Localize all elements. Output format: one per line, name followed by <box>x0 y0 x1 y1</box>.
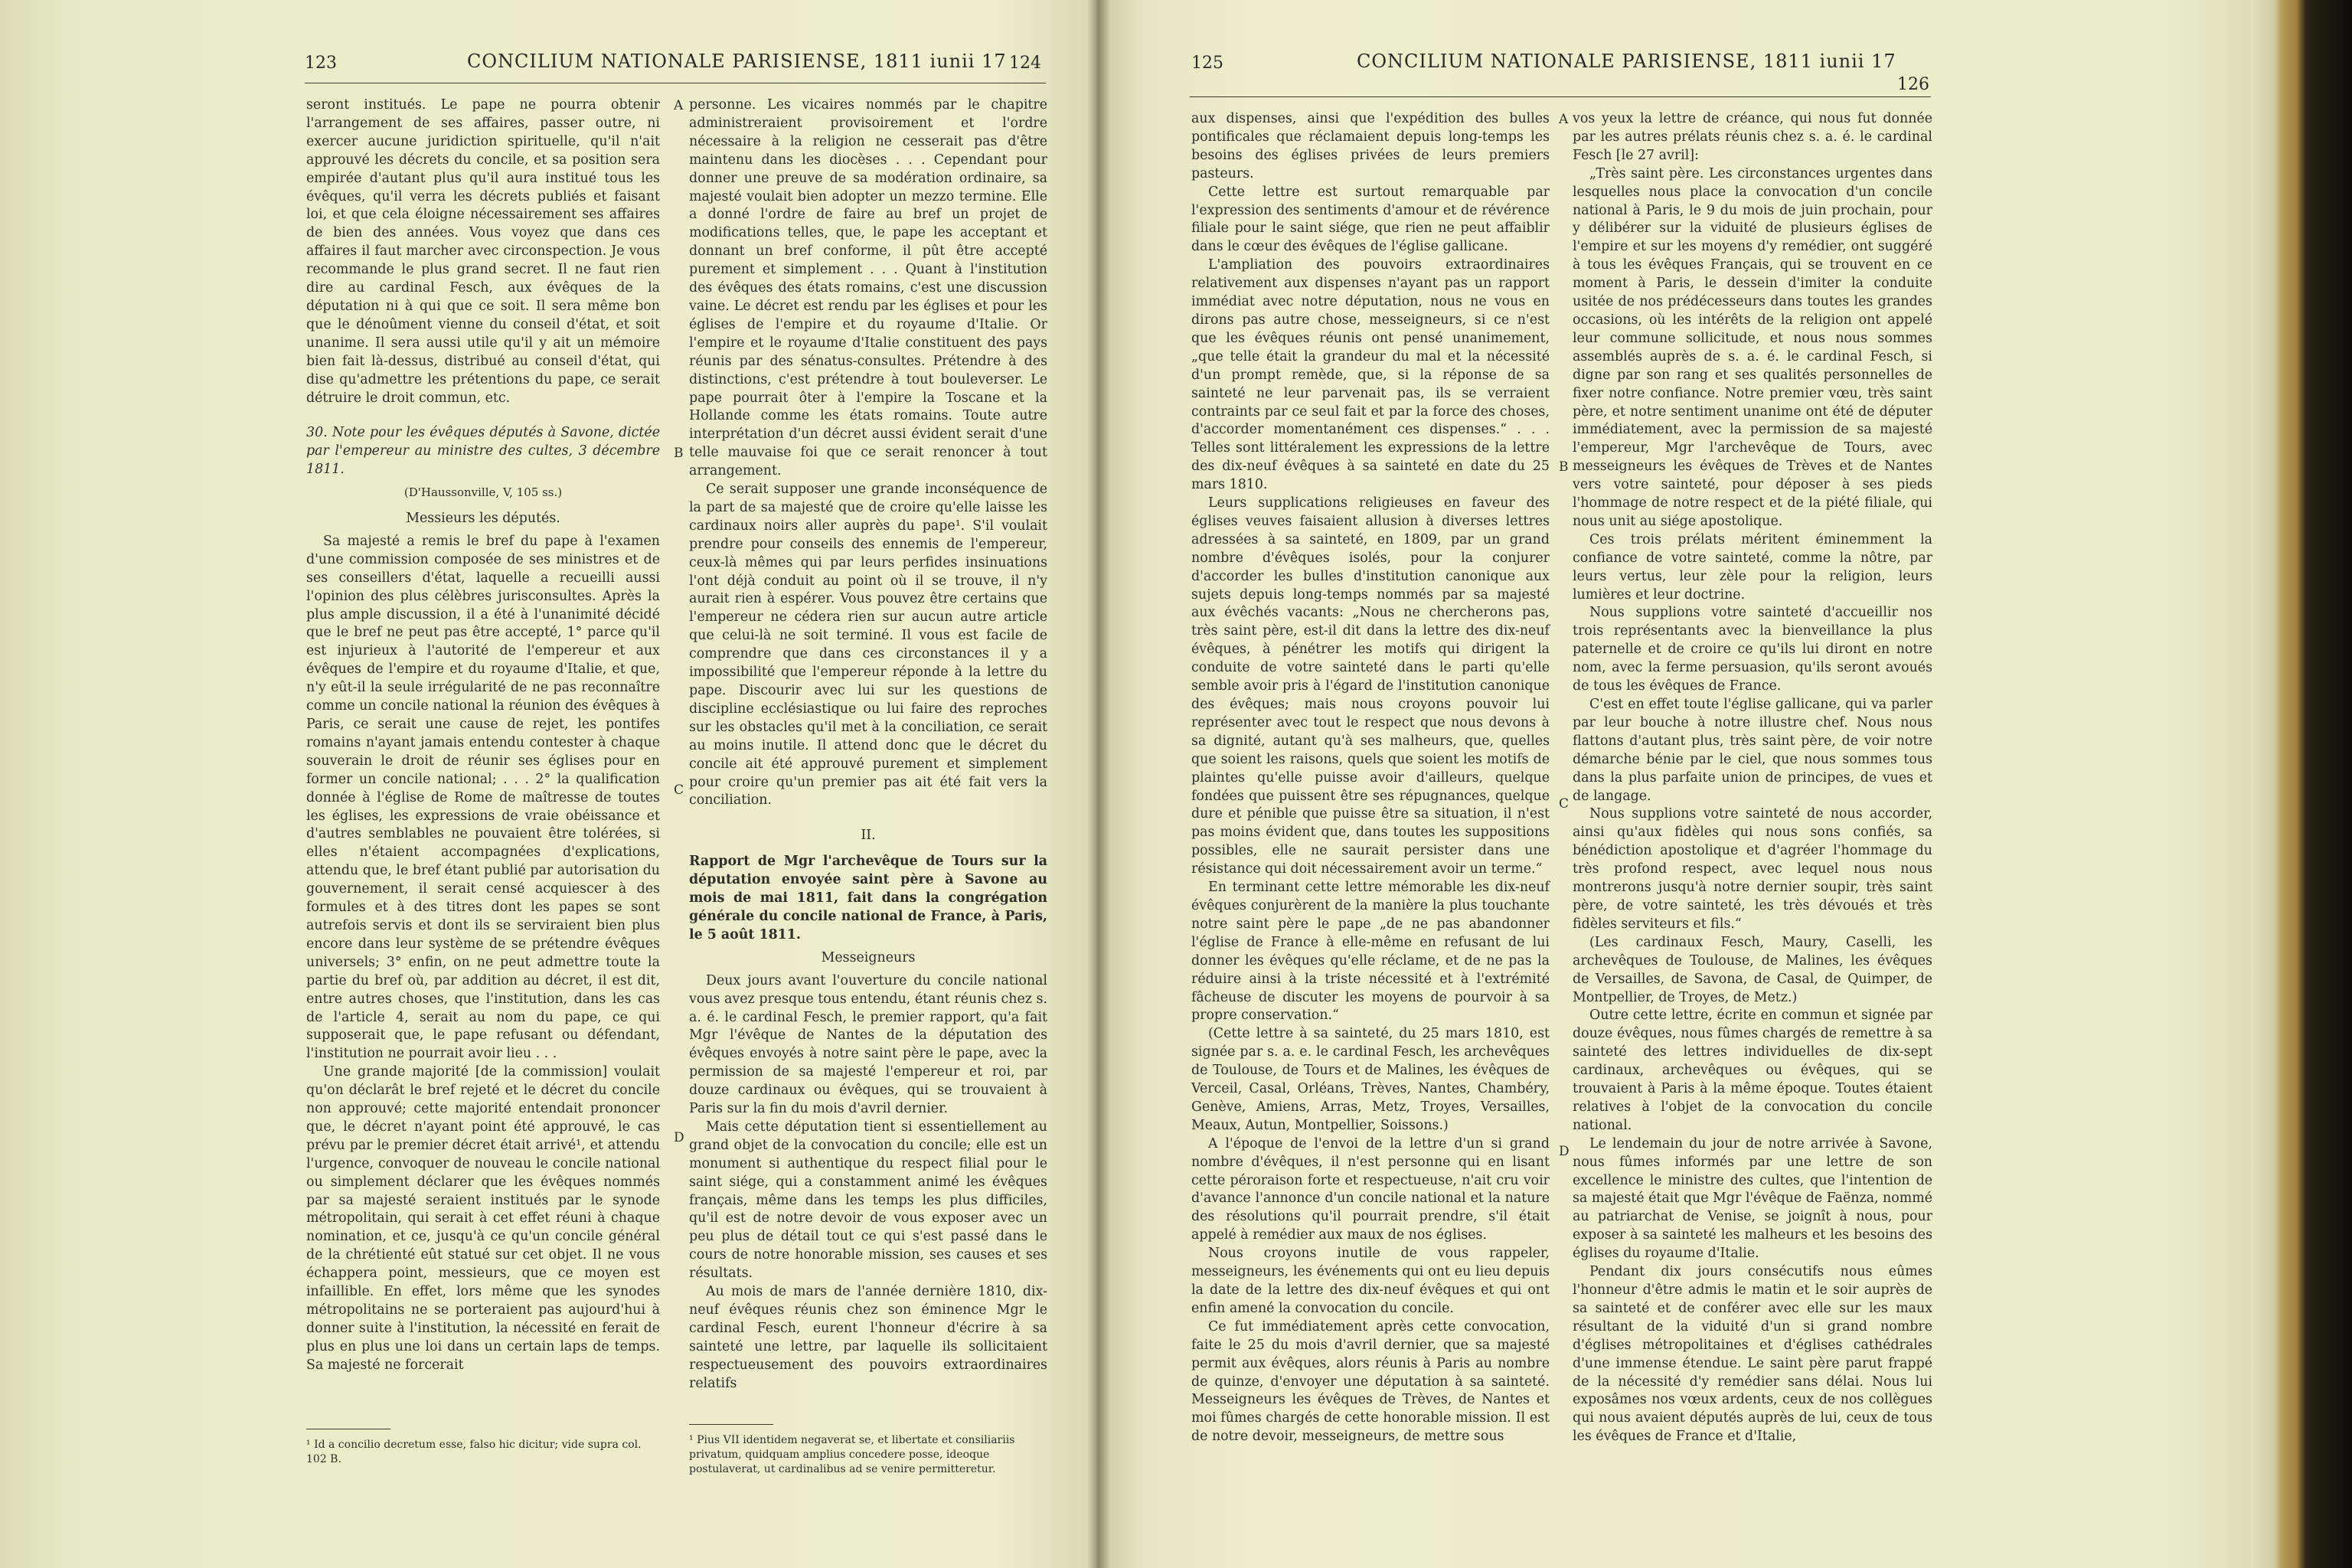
paragraph: vos yeux la lettre de créance, qui nous fut donnée par les autres prélats réunis chez s. a. é. le cardinal Fesch [le 27 avril]: <box>1573 111 1932 163</box>
footnote-rule <box>689 1424 773 1425</box>
left-page-column-1 <box>306 96 660 1375</box>
paragraph: Cette lettre est surtout remarquable par l'expression des sentiments d'amour et de révérence filiale pour le saint siége, que rien ne peut affaiblir dans le cœur des évêques de l'église gallicane. <box>1191 184 1550 255</box>
paragraph: Au mois de mars de l'année dernière 1810, dix-neuf évêques réunis chez son éminence Mgr le cardinal Fesch, eurent l'honneur d'écrire à sa sainteté une lettre, par laquelle ils sollicitaient respectueusement des pouvoirs extraordinaires relatifs <box>689 1284 1047 1391</box>
source-reference: (D'Haussonville, V, 105 ss.) <box>403 485 563 500</box>
margin-letter-b: B <box>674 446 684 461</box>
margin-letter-d: D <box>1559 1144 1570 1159</box>
paragraph: C'est en effet toute l'église gallicane, qui va parler par leur bouche à notre illustre chef. Nous nous flattons d'autant plus, très saint père, de voir notre démarche bénie par le ciel, que nous sommes tous dans la plus parfaite union de principes, de vues et de langage. <box>1573 697 1932 804</box>
paragraph: Mais cette députation tient si essentiellement au grand objet de la convocation du concile; elle est un monument si authentique du respect filial pour le saint siége, qui a constamment animé les évêques français, même dans les temps les plus difficiles, qu'il est de notre devoir de vous exposer avec un peu plus de détail tout ce qui s'est passé dans le cours de notre honorable mission, ses causes et ses résultats. <box>689 1119 1047 1282</box>
salutation: Messeigneurs <box>821 949 916 965</box>
paragraph: Nous croyons inutile de vous rappeler, messeigneurs, les événements qui ont eu lieu depuis la date de la lettre des dix-neuf évêques et qui ont enfin amené la convocation du concile. <box>1191 1246 1550 1316</box>
running-head-right: CONCILIUM NATIONALE PARISIENSE, 1811 iunii 17 <box>1357 51 1896 72</box>
paragraph: Ce fut immédiatement après cette convocation, faite le 25 du mois d'avril dernier, que sa majesté permit aux évêques, alors réunis à Paris au nombre de quinze, d'envoyer une députation à sa sainteté. Messeigneurs les évêques de Trèves, de Nantes et moi fûmes chargés de cette honorable mission. Il est de notre devoir, messeigneurs, de mettre sous <box>1191 1318 1550 1445</box>
paragraph: Deux jours avant l'ouverture du concile national vous avez presque tous entendu, étant réunis chez s. a. é. le cardinal Fesch, le premier rapport, qu'a fait Mgr l'évêque de Nantes de la députation des évêques envoyés à notre saint père le pape, avec la permission de sa majesté l'empereur et roi, par douze cardinaux ou évêques, qui se trouvaient à Paris sur la fin du mois d'avril dernier. <box>689 972 1047 1117</box>
paragraph: aux dispenses, ainsi que l'expédition des bulles pontificales que réclamaient depuis long-temps les besoins des églises privées de leurs premiers pasteurs. <box>1191 111 1550 181</box>
book-gutter <box>1087 0 1110 1568</box>
salutation: Messieurs les députés. <box>406 511 560 527</box>
paragraph: En terminant cette lettre mémorable les dix-neuf évêques conjurèrent de la manière la plus touchante notre saint père le pape „de ne pas abandonner l'église de France à elle-même en refusant de lui donner les évêques qu'elle réclame, et de ne pas la réduire ainsi à la triste nécessité et à l'extrémité fâcheuse de discuter les moyens de pourvoir à sa propre conservation.“ <box>1191 880 1550 1024</box>
folio-125: 125 <box>1191 54 1223 73</box>
right-page-column-1 <box>1191 110 1550 1446</box>
right-page <box>1096 0 2268 1568</box>
paragraph: Nous supplions votre sainteté d'accueillir nos trois représentants avec la bienveillance la plus paternelle et de croire ce qu'ils lui diront en notre nom, avec la ferme persuasion, qu'ils seront avoués de tous les évêques de France. <box>1573 605 1932 694</box>
footnote-left-col2: ¹ Pius VII identidem negaverat se, et libertate et consiliariis privatum, quidquam amplius concedere posse, ideoque postulaverat, ut cardinalibus ad se venire permitteretur. <box>689 1434 1015 1475</box>
paragraph: Une grande majorité [de la commission] voulait qu'on déclarât le bref rejeté et le décret du concile non approuvé; cette majorité entendait prononcer que, le décret n'ayant point été approuvé, le cas prévu par le premier décret était arrivé¹, et attendu l'urgence, convoquer de nouveau le concile national ou simplement déclarer que les évêques nommés par sa majesté seraient institués par le synode métropolitain, qui serait à cet effet réuni à chaque nomination, et ce, jusqu'à ce qu'un concile général de la chrétienté eût statué sur cet objet. Il ne vous échappera point, messieurs, que ce moyen est infaillible. En effet, lors même que les synodes métropolitains ne se porteraient pas aujourd'hui à donner suite à l'institution, la nécessité en ferait de plus en plus une loi dans un certain laps de temps. Sa majesté ne forcerait <box>306 1064 660 1373</box>
running-head-left: CONCILIUM NATIONALE PARISIENSE, 1811 iunii 17 <box>467 51 1007 72</box>
folio-123: 123 <box>305 54 337 73</box>
paragraph: (Cette lettre à sa sainteté, du 25 mars 1810, est signée par s. a. e. le cardinal Fesch, les archevêques de Toulouse, de Tours et de Malines, les évêques de Verceil, Casal, Orléans, Trèves, Nantes, Chambéry, Genève, Amiens, Arras, Metz, Troyes, Versailles, Meaux, Autun, Montpellier, Soissons.) <box>1191 1026 1550 1133</box>
paragraph: A l'époque de l'envoi de la lettre d'un si grand nombre d'évêques, il n'est personne qui en lisant cette péroraison forte et respectueuse, n'ait cru voir d'avance l'annonce d'un concile national et la nature des résolutions qu'il pourrait prendre, s'il était appelé à remédier aux maux de nos églises. <box>1191 1135 1550 1243</box>
paragraph: Ces trois prélats méritent éminemment la confiance de votre sainteté, comme la nôtre, par leurs vertus, leur zèle pour la religion, leurs lumières et leur doctrine. <box>1573 531 1932 603</box>
left-page-column-2 <box>689 96 1047 1393</box>
book-cover-edge <box>2251 0 2352 1568</box>
left-page <box>0 0 1096 1568</box>
right-page-column-2 <box>1573 110 1932 1446</box>
paragraph: Leurs supplications religieuses en faveur des églises veuves faisaient allusion à diverses lettres adressées à sa sainteté, en 1809, par un grand nombre d'évêques isolés, pour la conjurer d'accorder les bulles d'institution canonique aux sujets depuis long-temps nommés par sa majesté aux évêchés vacants: „Nous ne chercherons pas, très saint père, est-il dit dans la lettre des dix-neuf évêques, à pénétrer les motifs qui dirigent la conduite de votre sainteté dans le parti qu'elle semble avoir pris à l'égard de l'institution canonique des évêques; mais nous croyons pouvoir lui représenter avec tout le respect que nous devons à sa dignité, autant qu'à ses malheurs, que, quelles que soient les raisons, quels que soient les motifs de plaintes qu'elle puisse avoir d'ailleurs, quelque fondées que puissent être ses répugnances, quelque dure et pénible que puisse être sa situation, il n'est pas moins évident que, dans toutes les suppositions possibles, elle ne saurait persister dans une résistance qui doit nécessairement avoir un terme.“ <box>1191 495 1550 877</box>
paragraph: seront institués. Le pape ne pourra obtenir l'arrangement de ses affaires, passer outre, ni exercer aucune juridiction spirituelle, qu'il n'ait approuvé les décrets du concile, et sa position sera empirée d'autant plus qu'il aura institué tous les évêques, qu'il verra les décrets publiés et faisant loi, et que cela éloigne nécessairement ses affaires de bien des années. Vous voyez que dans ces affaires il faut marcher avec circonspection. Je vous recommande le plus grand secret. Il ne faut rien dire au cardinal Fesch, aux évêques de la députation ni à qui que ce soit. Il sera même bon que le dénoûment vienne du conseil d'état, et soit unanime. Il sera aussi utile qu'il y ait un mémoire bien fait là-dessus, distribué au conseil d'état, qui dise qu'admettre les prétentions du pape, ce serait détruire le droit commun, etc. <box>306 97 660 406</box>
paragraph: Nous supplions votre sainteté de nous accorder, ainsi qu'aux fidèles qui nous sons confiés, sa bénédiction apostolique et d'agréer l'hommage du très profond respect, avec lequel nous nous montrerons jusqu'à notre dernier soupir, très saint père, de votre sainteté, les très dévoués et très fidèles serviteurs et fils.“ <box>1573 806 1932 932</box>
section-number-ii: II. <box>861 828 876 844</box>
paragraph: Pendant dix jours consécutifs nous eûmes l'honneur d'être admis le matin et le soir auprès de sa sainteté et de conférer avec elle sur les maux résultant de la viduité d'un si grand nombre d'églises métropolitaines et d'églises cathédrales d'une immense étendue. Le saint père parut frappé de la nécessité d'y remédier sans délai. Nous lui exposâmes nos vœux ardents, ceux de nos collègues qui nous avaient députés auprès de lui, ceux de tous les évêques de France et d'Italie, <box>1573 1264 1932 1445</box>
paragraph: „Très saint père. Les circonstances urgentes dans lesquelles nous place la convocation d'un concile national à Paris, le 9 du mois de juin prochain, pour y délibérer sur la viduité de plusieurs églises de l'empire et sur les moyens d'y remédier, ont suggéré à tous les évêques Français, qui se trouvent en ce moment à Paris, le dessein d'imiter la conduite usitée de nos prédécesseurs dans toutes les grandes occasions, où les intérêts de la religion ont appelé leur commune sollicitude, et nous nous sommes assemblés auprès de s. a. é. le cardinal Fesch, si digne par son rang et ses qualités personnelles de fixer notre confiance. Notre premier vœu, très saint père, et notre sentiment unanime ont été de députer immédiatement, avec la permission de sa majesté l'empereur, Mgr l'archevêque de Tours, avec messeigneurs les évêques de Trèves et de Nantes vers votre sainteté, pour déposer à ses pieds l'hommage de notre respect et de la piété filiale, qui nous unit au siége apostolique. <box>1573 165 1932 529</box>
paragraph: Outre cette lettre, écrite en commun et signée par douze évêques, nous fûmes chargés de remettre à sa sainteté des lettres individuelles de dix-sept cardinaux, archevêques ou évêques, qui se trouvaient à Paris à la même époque. Toutes étaient relatives à l'objet de la convocation du concile national. <box>1573 1008 1932 1133</box>
margin-letter-b: B <box>1559 459 1569 475</box>
margin-letter-d: D <box>674 1130 684 1145</box>
paragraph: Le lendemain du jour de notre arrivée à Savone, nous fûmes informés par une lettre de son excellence le ministre des cultes, que l'intention de sa majesté était que Mgr l'évêque de Faënza, nommé au patriarchat de Venise, se joignît à nous, pour exposer à sa sainteté les malheurs et les besoins des églises du royaume d'Italie. <box>1573 1135 1932 1262</box>
paragraph: (Les cardinaux Fesch, Maury, Caselli, les archevêques de Toulouse, de Malines, les évêques de Versailles, de Savona, de Casal, de Quimper, de Montpellier, de Troyes, de Metz.) <box>1573 934 1932 1005</box>
footnote-left-col1: ¹ Id a concilio decretum esse, falso hic dicitur; vide supra col. 102 B. <box>306 1439 642 1465</box>
margin-letter-a: A <box>1559 112 1569 127</box>
margin-letter-a: A <box>674 98 684 113</box>
paragraph: personne. Les vicaires nommés par le chapitre administreraient provisoirement et l'ordre nécessaire à la religion ne cesserait pas d'être maintenu dans les diocèses . . . Cependant pour donner une preuve de sa modération ordinaire, sa majesté voulait bien adopter un mezzo termine. Elle a donné l'ordre de faire au bref un projet de modifications telles, que, le pape les acceptant et donnant un bref conforme, il pût être accepté purement et simplement . . . Quant à l'institution des évêques des états romains, c'est une discussion vaine. Le décret est rendu par les églises et pour les églises de l'empire et du royaume d'Italie. Or l'empire et le royaume d'Italie constituent des pays réunis par des sénatus-consultes. Prétendre à des distinctions, c'est prétendre à tout bouleverser. Le pape pourrait ôter à l'empire la Toscane et la Hollande comme les états romains. Toute autre interprétation d'un décret aussi évident serait d'une telle mauvaise foi que ce serait renoncer à tout arrangement. <box>689 97 1047 479</box>
folio-124: 124 <box>1009 54 1041 73</box>
folio-126: 126 <box>1897 75 1929 94</box>
report-title: Rapport de Mgr l'archevêque de Tours sur la députation envoyée saint père à Savone au mois de mai 1811, fait dans la congrégation générale du concile national de France, à Paris, le 5 août 1811. <box>689 854 1047 942</box>
section-title-30: 30. Note pour les évêques députés à Savone, dictée par l'empereur au ministre des cultes, 3 décembre 1811. <box>306 425 660 478</box>
margin-letter-c: C <box>674 782 684 798</box>
header-rule-right <box>1190 96 1931 97</box>
paragraph: L'ampliation des pouvoirs extraordinaires relativement aux dispenses n'ayant pas un rapport immédiat avec notre députation, nous ne vous en dirons pas autre chose, messeigneurs, si ce n'est que les évêques réunis ont pensé unanimement, „que telle était la grandeur du mal et la nécessité d'un prompt remède, que, si la réponse de sa sainteté ne leur parvenait pas, ils se verraient contraints par ce seul fait et par la force des choses, d'accorder momentanément ces dispenses.“ . . . Telles sont littéralement les expressions de la lettre des dix-neuf évêques à sa sainteté en date du 25 mars 1810. <box>1191 257 1550 493</box>
margin-letter-c: C <box>1559 796 1570 812</box>
paragraph: Sa majesté a remis le bref du pape à l'examen d'une commission composée de ses ministres et de ses conseillers d'état, laquelle a recueilli aussi l'opinion des plus célèbres jurisconsultes. Après la plus ample discussion, il a été à l'unanimité décidé que le bref ne peut pas être accepté, 1° parce qu'il est injurieux à l'autorité de l'empereur et aux évêques de l'empire et du royaume d'Italie, et que, n'y eût-il la seule irrégularité de ne pas reconnaître comme un concile national la réunion des évêques à Paris, ce serait une cause de rejet, les pontifes romains n'ayant jamais entendu contester à chaque souverain le droit de réunir ses églises pour en former un concile national; . . . 2° la qualification donnée à l'église de Rome de maîtresse de toutes les églises, les expressions de vraie obéissance et d'autres semblables ne pouvaient être tolérées, si elles n'étaient accompagnées d'explications, attendu que, le bref étant publié par autorisation du gouvernement, il serait censé acquiescer à des formules et à des titres dont les papes se sont autrefois servis et dont ils se serviraient bien plus encore dans leur système de se prétendre évêques universels; 3° enfin, on ne peut admettre toute la partie du bref où, par addition au décret, il est dit, entre autres choses, que l'institution, dans les cas de l'article 4, serait au nom du pape, ce qui supposerait que, le pape refusant ou défendant, l'institution ne pourrait avoir lieu . . . <box>306 533 660 1062</box>
paragraph: Ce serait supposer une grande inconséquence de la part de sa majesté que de croire qu'elle laisse les cardinaux noirs aller auprès du pape¹. S'il voulait prendre pour conseils des ennemis de l'empereur, ceux-là mêmes qui par leurs perfides insinuations l'ont déjà conduit au point où il se trouve, il n'y aurait rien à espérer. Vous pouvez être certains que l'empereur ne cédera rien sur aucun autre article que celui-là ne soit terminé. Il vous est facile de comprendre que dans ces circonstances il y a impossibilité que l'empereur réponde à la lettre du pape. Discourir avec lui sur les questions de discipline ecclésiastique ou lui faire des reproches sur les obstacles qu'il met à la conciliation, ce serait au moins inutile. Il attend donc que le décret du concile ait été approuvé purement et simplement pour croire qu'un premier pas ait été fait vers la conciliation. <box>689 482 1047 808</box>
